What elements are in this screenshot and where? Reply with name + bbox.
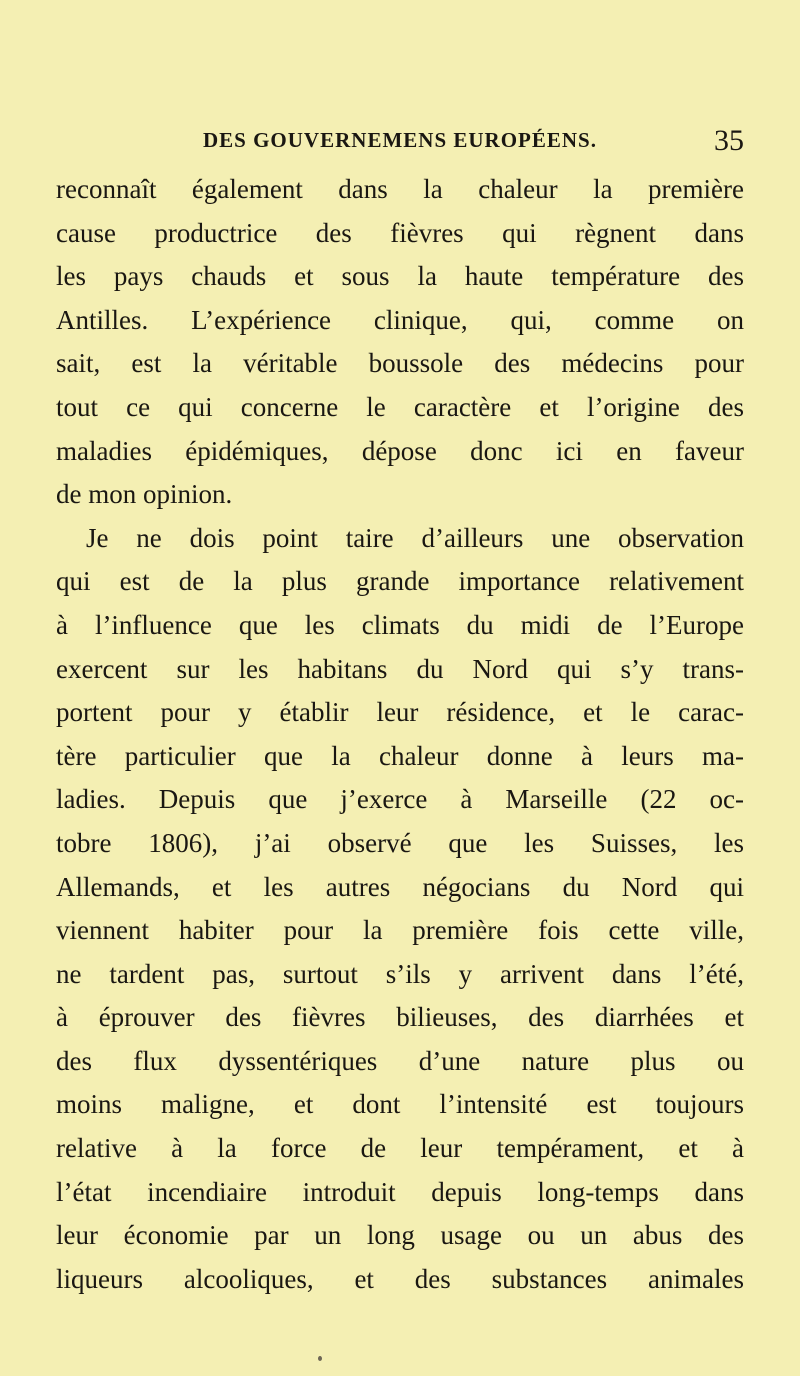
text-line: l’état incendiaire introduit depuis long-temps dans — [56, 1176, 744, 1207]
text-line: ladies. Depuis que j’exerce à Marseille (22 oc- — [56, 784, 744, 815]
text-line: leur économie par un long usage ou un abus des — [56, 1220, 744, 1251]
text-line: reconnaît également dans la chaleur la première — [56, 174, 744, 204]
text-line: tère particulier que la chaleur donne à leurs ma- — [56, 740, 744, 771]
text-line: moins maligne, et dont l’intensité est toujours — [56, 1089, 744, 1120]
text-line: portent pour y établir leur résidence, et le carac- — [56, 697, 744, 728]
text-line: ne tardent pas, surtout s’ils y arrivent dans l’été, — [56, 958, 744, 989]
text-line: maladies épidémiques, dépose donc ici en faveur — [56, 435, 744, 466]
text-line: liqueurs alcooliques, et des substances animales — [56, 1263, 744, 1294]
page-number: 35 — [714, 124, 744, 157]
text-line: Allemands, et les autres négocians du Nord qui — [56, 871, 744, 902]
running-title: DES GOUVERNEMENS EUROPÉENS. — [203, 128, 597, 152]
ink-speck — [318, 1356, 322, 1361]
text-line: les pays chauds et sous la haute température des — [56, 261, 744, 292]
text-line: viennent habiter pour la première fois cette ville, — [56, 915, 744, 946]
text-line: tobre 1806), j’ai observé que les Suisses, les — [56, 827, 744, 858]
body-text — [56, 168, 744, 1301]
text-line: cause productrice des fièvres qui règnent dans — [56, 217, 744, 248]
text-line: à éprouver des fièvres bilieuses, des diarrhées et — [56, 1002, 744, 1033]
text-line: qui est de la plus grande importance relativement — [56, 566, 744, 597]
paragraph-first-line: Je ne dois point taire d’ailleurs une observation — [86, 522, 744, 553]
text-line: Antilles. L’expérience clinique, qui, comme on — [56, 304, 744, 335]
text-line: exercent sur les habitans du Nord qui s’y trans- — [56, 653, 744, 684]
text-line: des flux dyssentériques d’une nature plus ou — [56, 1045, 744, 1076]
text-line: à l’influence que les climats du midi de l’Europe — [56, 609, 744, 640]
text-line: sait, est la véritable boussole des médecins pour — [56, 348, 744, 379]
text-line: tout ce qui concerne le caractère et l’origine des — [56, 391, 744, 422]
text-line: de mon opinion. — [56, 479, 233, 510]
text-line: relative à la force de leur tempérament, et à — [56, 1133, 744, 1164]
running-head — [56, 124, 744, 164]
